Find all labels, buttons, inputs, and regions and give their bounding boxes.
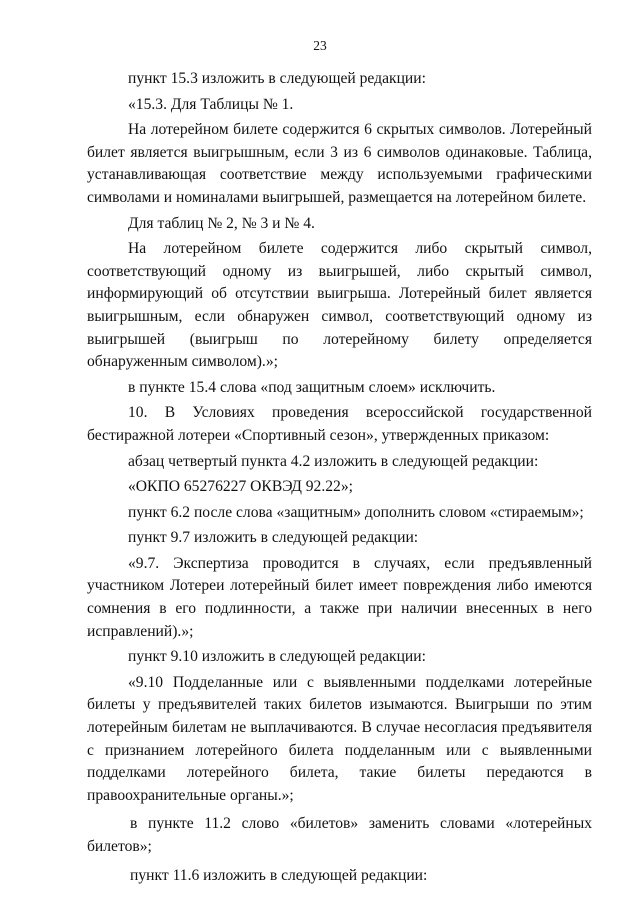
paragraph-table-1-rules: На лотерейном билете содержится 6 скрытых символов. Лотерейный билет является выигрышным, если 3 из 6 символов одинаковые. Таблица, устанавливающая соответствие между используемыми графическими символами и номиналами выигрышей, размещается на лотерейном билете.	[87, 121, 592, 206]
paragraph-amend-11-2: в пункте 11.2 слово «билетов» заменить словами «лотерейных билетов»;	[87, 815, 592, 855]
paragraph-amend-6-2: пункт 6.2 после слова «защитным» дополнить словом «стираемым»;	[128, 503, 584, 521]
paragraph-15-3-heading: «15.3. Для Таблицы № 1.	[128, 95, 294, 113]
paragraph-tables-2-4-heading: Для таблиц № 2, № 3 и № 4.	[128, 214, 315, 232]
paragraph-amend-11-6: пункт 11.6 изложить в следующей редакции:	[130, 866, 428, 884]
paragraph-amend-4-2: абзац четвертый пункта 4.2 изложить в следующей редакции:	[128, 452, 539, 470]
paragraph-amend-15-3: пункт 15.3 изложить в следующей редакции:	[128, 70, 426, 87]
paragraph-tables-2-4-rules: На лотерейном билете содержится либо скрытый символ, соответствующий одному из выигрышей, либо скрытый символ, информирующий об отсутствии выигрыша. Лотерейный билет является выигрышным, если обнаружен символ, соответствующий одному из выигрышей (выигрыш по лотерейному билету определяется обнаруженным символом).»;	[87, 240, 592, 371]
paragraph-amend-9-7: пункт 9.7 изложить в следующей редакции:	[128, 529, 419, 547]
paragraph-okpo: «ОКПО 65276227 ОКВЭД 92.22»;	[128, 478, 353, 496]
paragraph-amend-9-10: пункт 9.10 изложить в следующей редакции:	[128, 648, 426, 666]
paragraph-9-7-text: «9.7. Экспертиза проводится в случаях, если предъявленный участником Лотереи лотерейный билет имеет повреждения либо имеются сомнения в его подлинности, а также при наличии внесенных в него исправлений).»;	[87, 554, 592, 640]
paragraph-9-10-text: «9.10 Подделанные или с выявленными подделками лотерейные билеты у предъявителей таких билетов изымаются. Выигрыши по этим лотерейным билетам не выплачиваются. В случае несогласия предъявителя с признанием лотерейного билета подделанным или с выявленными подделками лотерейного билета, такие билеты передаются в правоохранительные органы.»;	[87, 673, 592, 804]
document-body	[87, 68, 592, 887]
paragraph-item-10: 10. В Условиях проведения всероссийской государственной бестиражной лотереи «Спортивный сезон», утвержденных приказом:	[87, 404, 592, 444]
paragraph-amend-15-4: в пункте 15.4 слова «под защитным слоем» исключить.	[128, 378, 496, 396]
page-number: 23	[313, 38, 327, 53]
